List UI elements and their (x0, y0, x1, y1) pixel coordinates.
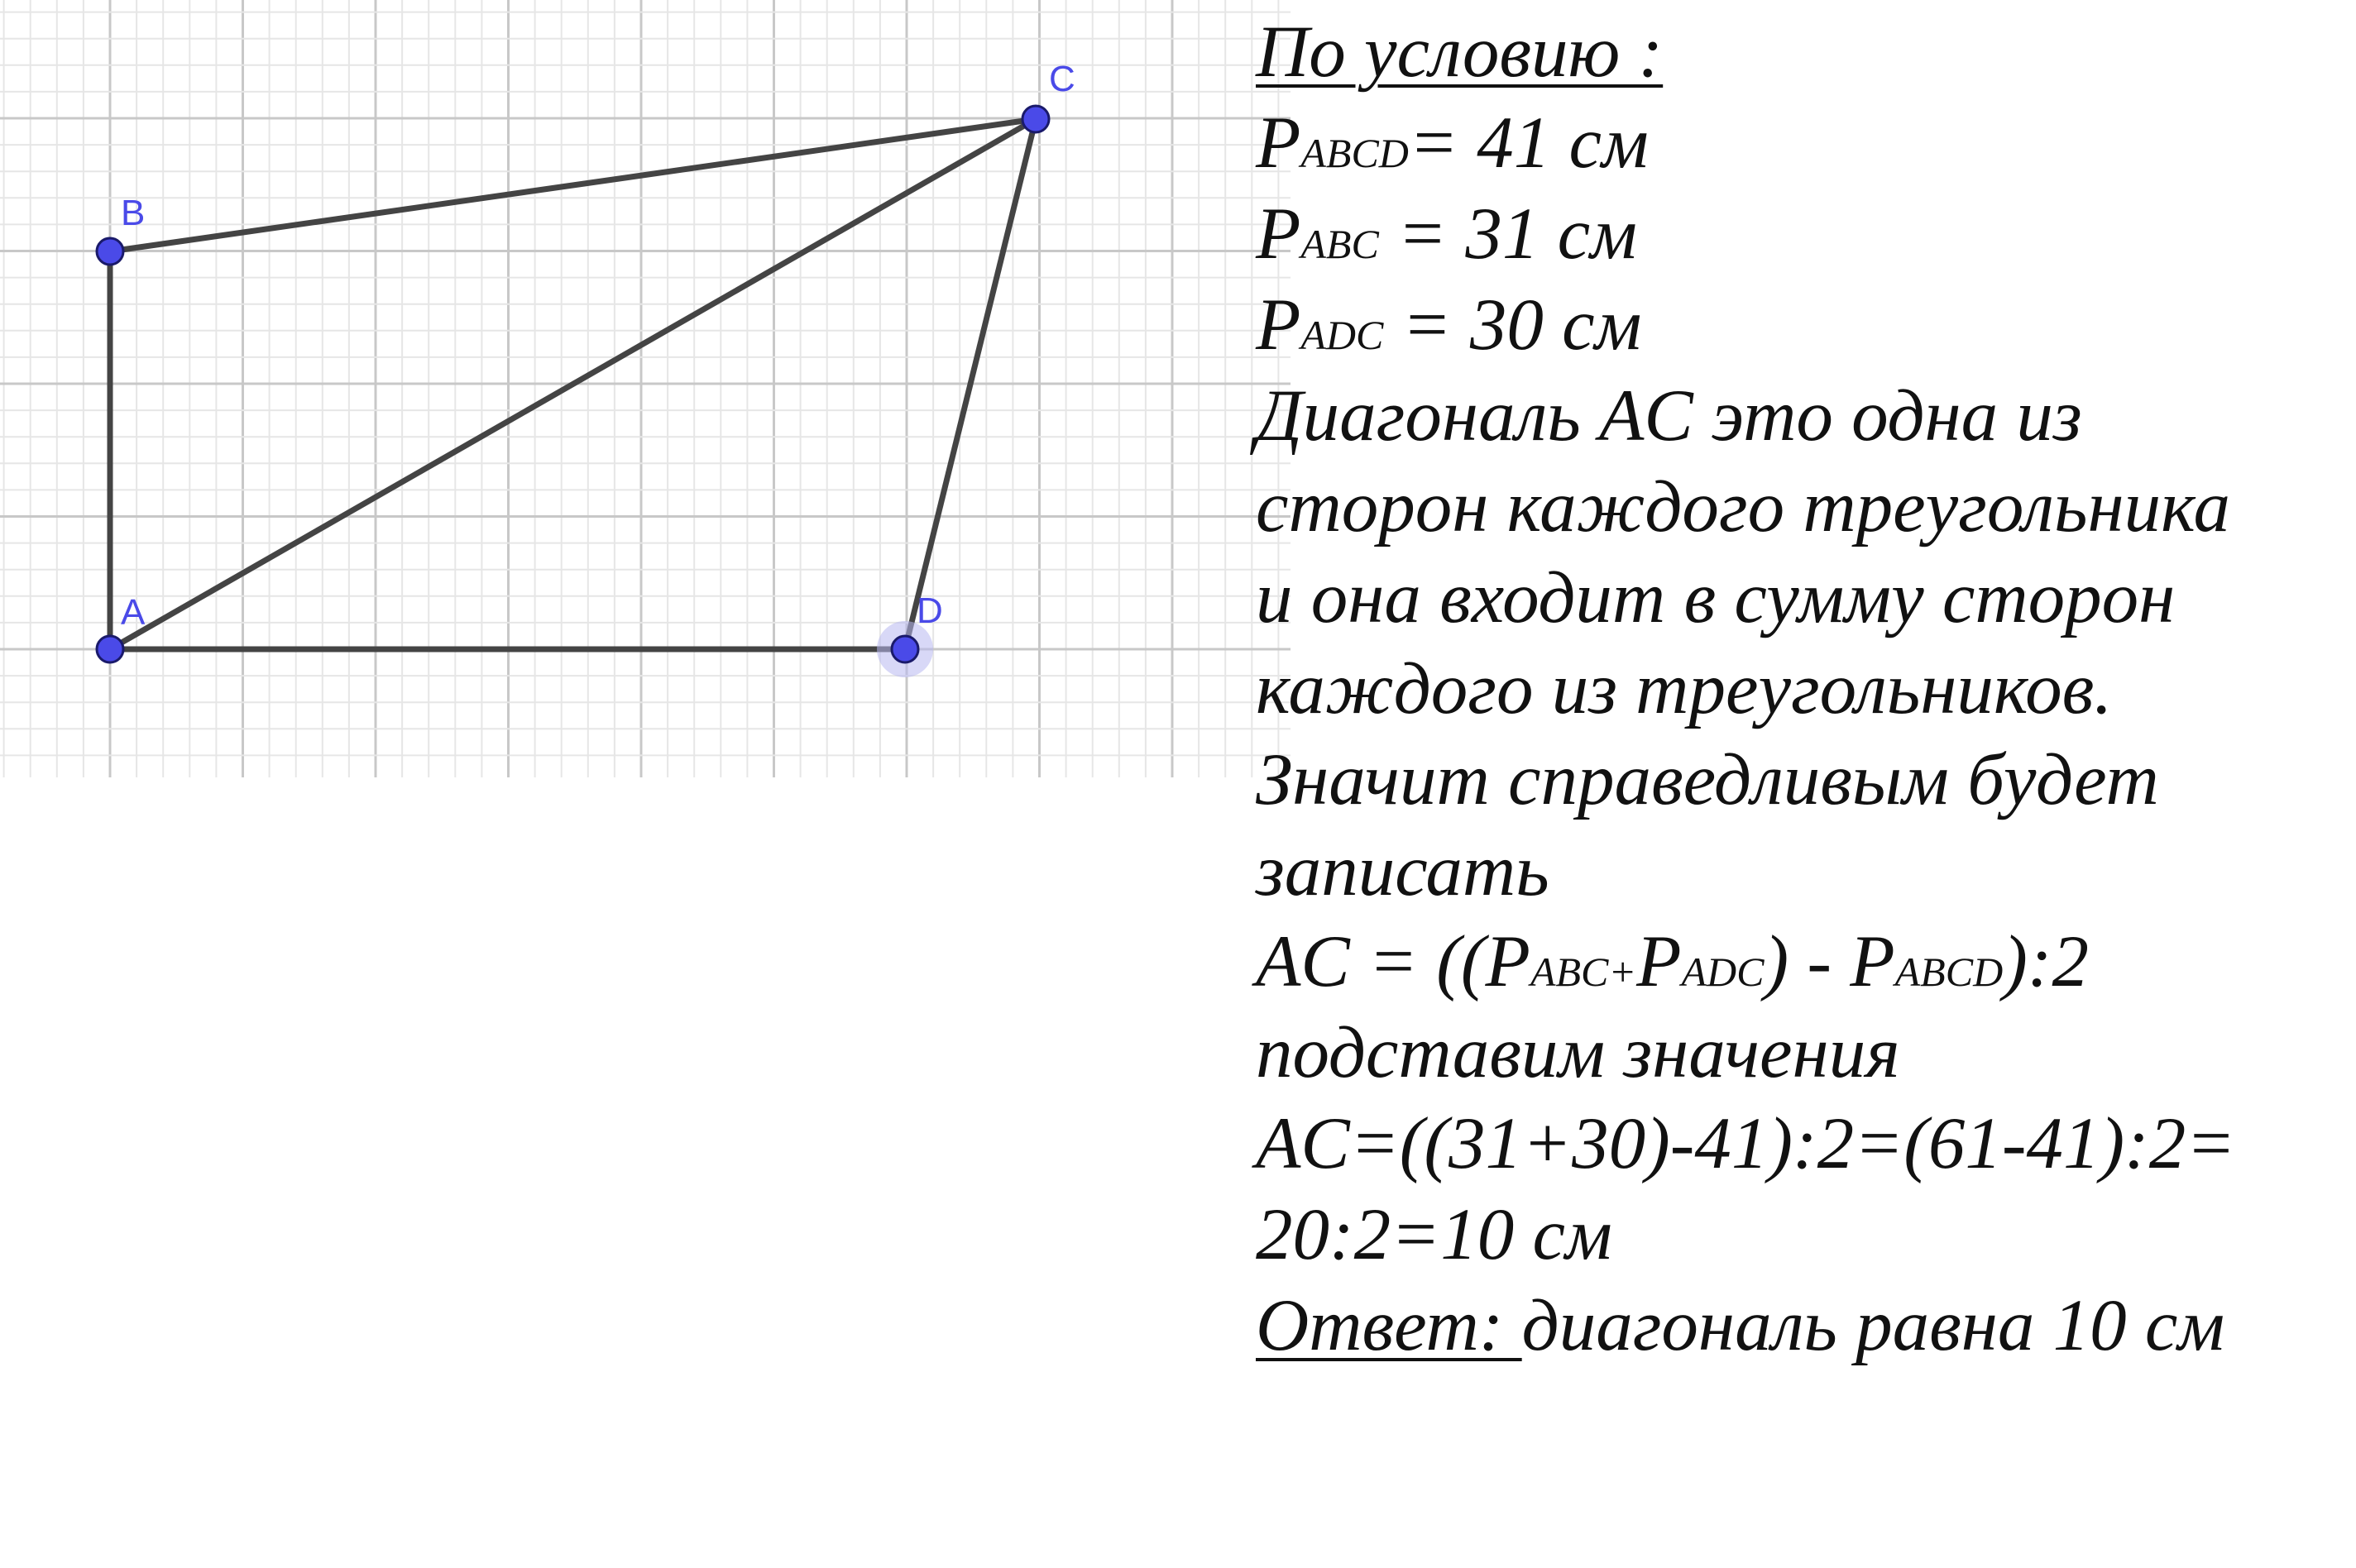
point-c[interactable] (1022, 106, 1049, 132)
given-heading: По условию : (1256, 12, 1664, 93)
segment-bc[interactable] (110, 119, 1036, 251)
perimeter-adc-line (1256, 280, 2348, 370)
answer-label: Ответ: (1256, 1285, 1522, 1366)
perimeter-value: = 30 см (1383, 284, 1642, 366)
label-d: D (917, 590, 943, 631)
formula-part: ) - P (1764, 921, 1895, 1002)
calculation-line: AC=((31+30)-41):2=(61-41):2= (1256, 1103, 2236, 1184)
point-d[interactable] (892, 636, 918, 662)
label-b: B (121, 193, 146, 233)
perimeter-subscript: ADC (1300, 312, 1384, 358)
formula-subscript: ABC+ (1530, 949, 1637, 995)
point-a[interactable] (97, 636, 123, 662)
geometry-svg (0, 0, 1291, 777)
calculation-line: 20:2=10 см (1256, 1194, 1612, 1275)
solution-panel (1256, 7, 2348, 1371)
formula-subscript: ADC (1681, 949, 1765, 995)
label-a: A (121, 592, 146, 633)
formula-line (1256, 916, 2348, 1007)
perimeter-value: = 31 см (1378, 194, 1637, 275)
geometry-canvas (0, 0, 1291, 777)
formula-part: P (1636, 921, 1682, 1002)
answer-line (1256, 1280, 2348, 1371)
explanation-line: Значит справедливым будет (1256, 739, 2159, 820)
perimeter-abc-line (1256, 189, 2348, 280)
explanation-line: и она входит в сумму сторон (1256, 557, 2176, 638)
explanation-line: Диагональ AC это одна из (1256, 375, 2082, 457)
formula-subscript: ABCD (1894, 949, 2004, 995)
explanation-line: сторон каждого треугольника (1256, 466, 2231, 547)
explanation-line: записать (1256, 830, 1549, 911)
perimeter-abcd-line (1256, 98, 2348, 189)
perimeter-subscript: ABC (1300, 221, 1379, 267)
point-b[interactable] (97, 238, 123, 265)
coordinate-grid (0, 0, 1291, 777)
given-heading-line (1256, 7, 2348, 98)
perimeter-symbol: P (1256, 284, 1301, 366)
formula-part: ):2 (2003, 921, 2089, 1002)
formula-part: AC = ((P (1256, 921, 1530, 1002)
explanation-line: каждого из треугольников. (1256, 648, 2113, 729)
explanation-line: подставим значения (1256, 1012, 1900, 1093)
perimeter-value: = 41 см (1408, 103, 1649, 184)
perimeter-symbol: P (1256, 194, 1301, 275)
perimeter-symbol: P (1256, 103, 1301, 184)
answer-text: диагональ равна 10 см (1521, 1285, 2225, 1366)
label-c: C (1049, 59, 1075, 99)
perimeter-subscript: ABCD (1300, 130, 1409, 176)
